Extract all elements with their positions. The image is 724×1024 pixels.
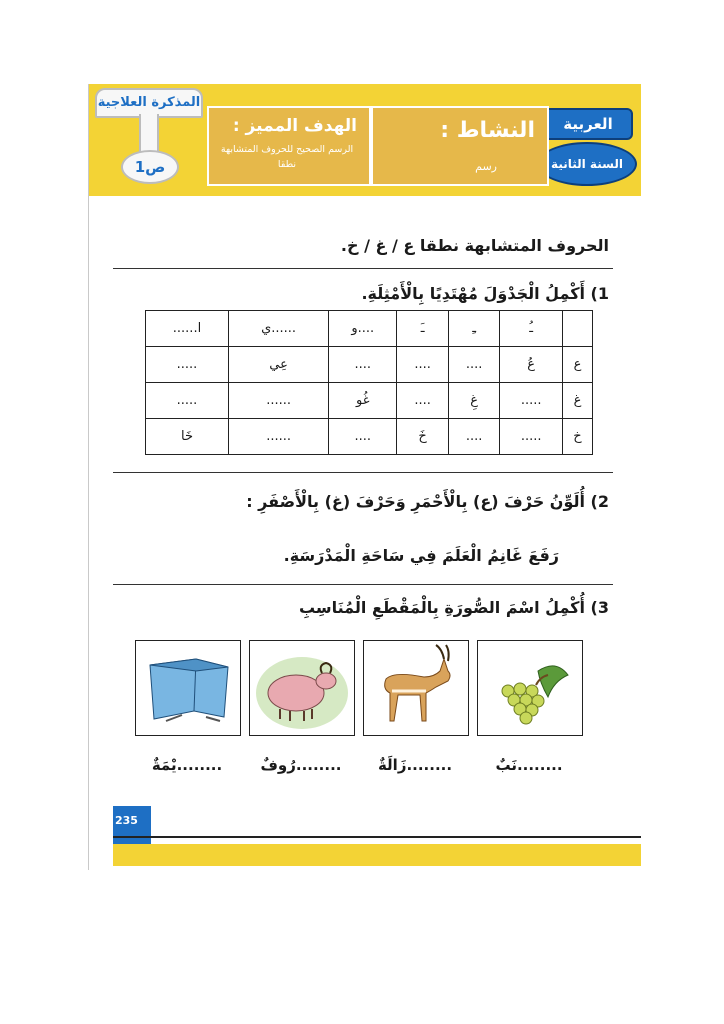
table-cell[interactable]: ..... bbox=[146, 347, 229, 383]
table-cell: ـِ bbox=[448, 311, 500, 347]
table-cell: ع bbox=[562, 347, 592, 383]
header-band bbox=[89, 84, 641, 196]
page-number: 235 bbox=[115, 814, 138, 827]
table-cell[interactable]: .... bbox=[448, 419, 500, 455]
picture-word[interactable]: ........يْمَةٌ bbox=[151, 756, 223, 774]
table-cell[interactable]: ...... bbox=[228, 419, 328, 455]
table-cell[interactable]: .... bbox=[329, 347, 397, 383]
worksheet-page bbox=[88, 84, 641, 870]
table-cell[interactable]: .... bbox=[329, 419, 397, 455]
table-row bbox=[146, 383, 593, 419]
footer-line bbox=[113, 836, 641, 838]
table-cell[interactable]: خَا bbox=[146, 419, 229, 455]
tent-icon bbox=[136, 641, 240, 735]
sheep-icon bbox=[250, 641, 354, 735]
activity-value: رسم bbox=[475, 160, 497, 173]
intro-line: الحروف المتشابهة نطقا ع / غ / خ. bbox=[340, 236, 609, 255]
letters-table bbox=[145, 310, 593, 455]
divider bbox=[113, 268, 613, 269]
divider bbox=[113, 472, 613, 473]
table-cell: خ bbox=[562, 419, 592, 455]
footer-band bbox=[113, 844, 641, 866]
table-cell: ....و bbox=[329, 311, 397, 347]
table-header-row bbox=[146, 311, 593, 347]
table-cell: ا...... bbox=[146, 311, 229, 347]
table-cell[interactable]: .... bbox=[448, 347, 500, 383]
sheet-code: 1ص bbox=[121, 150, 179, 184]
activity-label: النشاط : bbox=[440, 118, 535, 143]
picture-word[interactable]: ........رُوفٌ bbox=[260, 756, 342, 774]
divider bbox=[113, 584, 613, 585]
booklet-title: المذكرة العلاجية bbox=[95, 88, 203, 118]
grapes-icon bbox=[478, 641, 582, 735]
goal-label: الهدف المميز : bbox=[232, 116, 357, 136]
subject-badge: العربية bbox=[543, 108, 633, 140]
picture-word[interactable]: ........زَالَةٌ bbox=[377, 756, 453, 774]
question-2-title: 2) أُلَوِّنُ حَرْفَ (ع) بِالْأَحْمَرِ وَحَرْفَ (غ) بِالْأَصْفَرِ : bbox=[246, 492, 609, 511]
year-badge: السنة الثانية bbox=[537, 142, 637, 186]
coloring-sentence[interactable]: رَفَعَ غَانِمُ الْعَلَمَ فِي سَاحَةِ الْمَدْرَسَةِ. bbox=[283, 546, 559, 565]
question-1-title: 1) أَكْمِلُ الْجَدْوَلَ مُهْتَدِيًا بِالْأَمْثِلَةِ. bbox=[361, 284, 609, 303]
table-cell[interactable]: غُو bbox=[329, 383, 397, 419]
table-cell: ـَ bbox=[397, 311, 449, 347]
table-cell[interactable]: ..... bbox=[500, 419, 562, 455]
table-cell[interactable]: .... bbox=[397, 347, 449, 383]
goal-description: الرسم الصحيح للحروف المتشابهة نطقا bbox=[220, 144, 354, 170]
table-cell[interactable]: خَ bbox=[397, 419, 449, 455]
gazelle-picture bbox=[363, 640, 469, 736]
activity-box bbox=[371, 106, 549, 186]
table-cell bbox=[562, 311, 592, 347]
question-3-title: 3) أُكْمِلُ اسْمَ الصُّورَةِ بِالْمَقْطَعِ الْمُنَاسِبِ bbox=[298, 598, 609, 617]
sheep-picture bbox=[249, 640, 355, 736]
table-cell: ......ي bbox=[228, 311, 328, 347]
booklet-stem bbox=[139, 114, 159, 154]
table-cell[interactable]: ..... bbox=[500, 383, 562, 419]
table-cell[interactable]: .... bbox=[397, 383, 449, 419]
table-cell[interactable]: غِ bbox=[448, 383, 500, 419]
table-cell[interactable]: عُ bbox=[500, 347, 562, 383]
table-cell[interactable]: عِي bbox=[228, 347, 328, 383]
table-cell: غ bbox=[562, 383, 592, 419]
grapes-picture bbox=[477, 640, 583, 736]
table-cell: ـُ bbox=[500, 311, 562, 347]
table-cell[interactable]: ..... bbox=[146, 383, 229, 419]
tent-picture bbox=[135, 640, 241, 736]
table-row bbox=[146, 419, 593, 455]
gazelle-icon bbox=[364, 641, 468, 735]
table-row bbox=[146, 347, 593, 383]
goal-box bbox=[207, 106, 371, 186]
picture-word[interactable]: ........نَبٌ bbox=[495, 756, 563, 774]
table-cell[interactable]: ...... bbox=[228, 383, 328, 419]
